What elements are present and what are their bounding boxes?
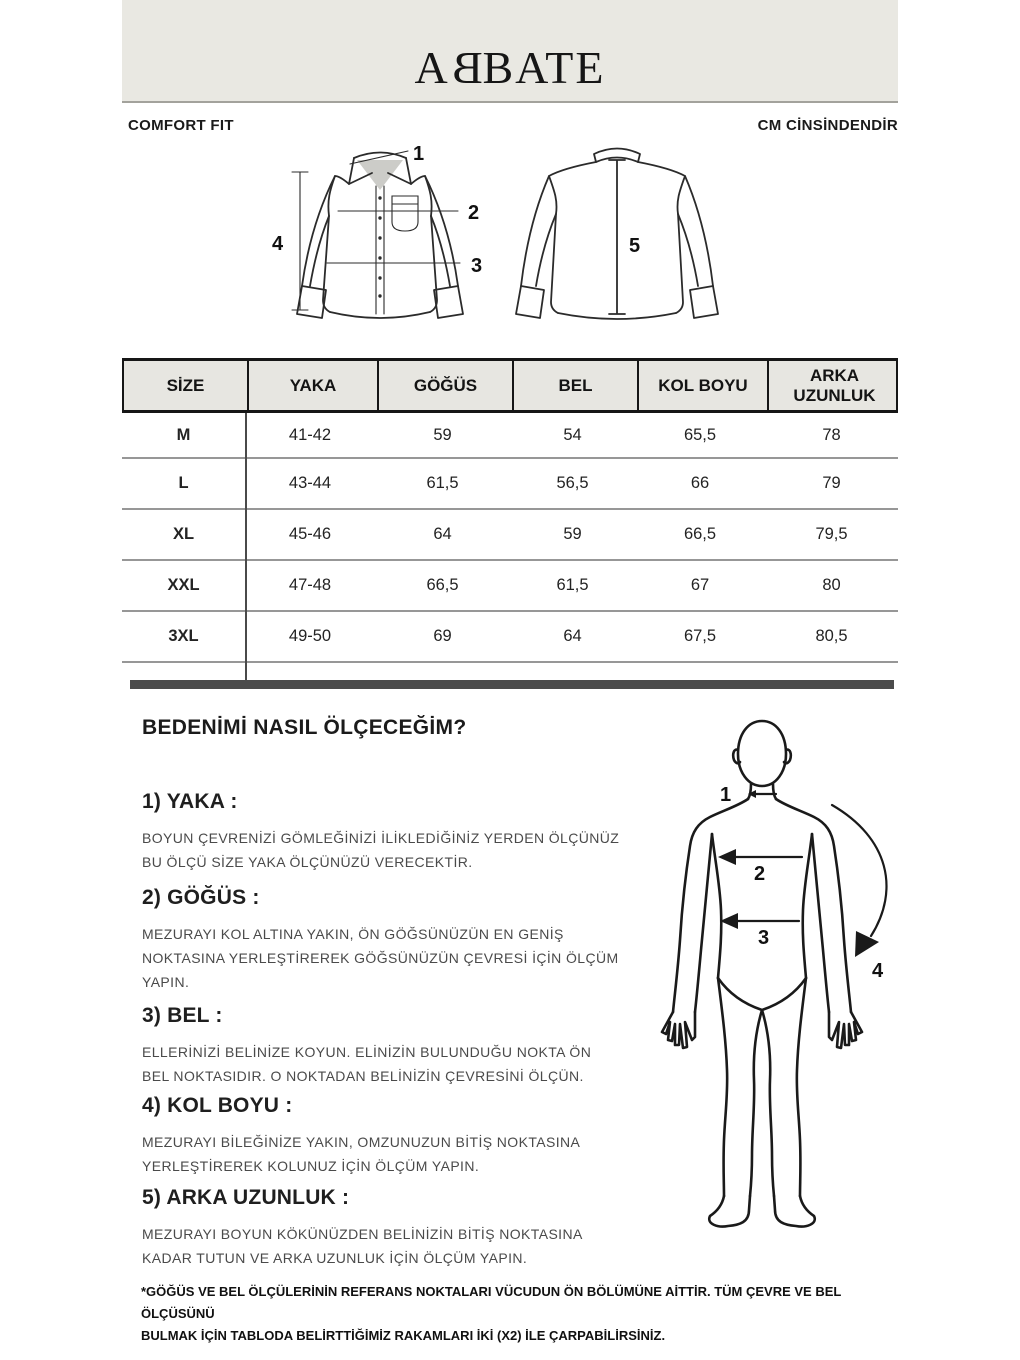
size-table: [122, 358, 898, 663]
guide-section-kol-boyu: [142, 1094, 687, 1178]
logo-mirrored-letter: B: [449, 42, 483, 93]
row-size-label: L: [178, 474, 189, 492]
section-text-line: BEL NOKTASIDIR. O NOKTADAN BELİNİZİN ÇEVRESİNİ ÖLÇÜN.: [142, 1068, 584, 1084]
size-table-header: [122, 358, 898, 413]
section-text-line: KADAR TUTUN VE ARKA UZUNLUK İÇİN ÖLÇÜM YAPIN.: [142, 1250, 528, 1266]
guide-section-bel: [142, 1004, 687, 1088]
subheader: [128, 117, 898, 134]
section-heading: 1) YAKA :: [142, 790, 238, 813]
front-marker-2: 2: [468, 202, 480, 224]
footnote-line: BULMAK İÇİN TABLODA BELİRTTİĞİMİZ RAKAMLARI İKİ (X2) İLE ÇARPABİLİRSİNİZ.: [141, 1328, 666, 1343]
figure-measurement-arrows: [718, 784, 886, 982]
cell-value: 59: [563, 525, 582, 543]
section-text-line: ELLERİNİZİ BELİNİZE KOYUN. ELİNİZİN BULUNDUĞU NOKTA ÖN: [142, 1044, 592, 1060]
guide-section-yaka: [142, 790, 687, 874]
row-size-label: 3XL: [168, 627, 199, 645]
cell-value: 45-46: [288, 525, 332, 543]
front-marker-1: 1: [413, 143, 425, 165]
cell-value: 49-50: [288, 627, 332, 645]
section-text-line: BU ÖLÇÜ SİZE YAKA ÖLÇÜNÜZÜ VERECEKTİR.: [142, 854, 473, 870]
table-row: [122, 459, 898, 510]
table-row: [122, 510, 898, 561]
cell-value: 43-44: [288, 474, 332, 492]
cell-value: 79,5: [815, 525, 848, 543]
section-heading: 4) KOL BOYU :: [142, 1094, 293, 1117]
section-text-line: MEZURAYI BİLEĞİNİZE YAKIN, OMZUNUZUN BİTİŞ NOKTASINA: [142, 1134, 581, 1150]
guide-section-arka-uzunluk: [142, 1186, 687, 1270]
cell-value: 69: [433, 627, 452, 645]
section-heading: 3) BEL :: [142, 1004, 223, 1027]
figure-marker-3: 3: [758, 927, 770, 949]
cell-value: 64: [433, 525, 452, 543]
table-column-divider: [245, 413, 247, 681]
cell-value: 80: [822, 576, 841, 594]
row-size-label: XL: [172, 525, 195, 543]
back-marker-5: 5: [629, 235, 641, 257]
footnote-line: *GÖĞÜS VE BEL ÖLÇÜLERİNİN REFERANS NOKTALARI VÜCUDUN ÖN BÖLÜMÜNE AİTTİR. TÜM ÇEVRE VE BEL ÖLÇÜSÜNÜ: [141, 1284, 842, 1321]
cell-value: 61,5: [556, 576, 589, 594]
cell-value: 80,5: [815, 627, 848, 645]
cell-value: 79: [822, 474, 841, 492]
figure-marker-4: 4: [872, 960, 884, 982]
table-row: [122, 612, 898, 663]
col-yaka: YAKA: [247, 361, 377, 410]
section-text-line: MEZURAYI KOL ALTINA YAKIN, ÖN GÖĞSÜNÜZÜN EN GENİŞ: [142, 926, 564, 942]
shirt-measurement-diagram: [250, 138, 770, 356]
brand-logo: [414, 42, 606, 101]
body-measurement-figure: [652, 710, 952, 1240]
col-bel: BEL: [512, 361, 637, 410]
footnote: [141, 1281, 916, 1347]
section-text-line: BOYUN ÇEVRENİZİ GÖMLEĞİNİZİ İLİKLEDİĞİNİZ YERDEN ÖLÇÜNÜZ: [142, 830, 620, 846]
cell-value: 66,5: [426, 576, 459, 594]
col-size: SİZE: [166, 375, 205, 395]
cell-value: 47-48: [288, 576, 332, 594]
logo-rest: BATE: [482, 42, 606, 93]
section-text-line: YERLEŞTİREREK KOLUNUZ İÇİN ÖLÇÜM YAPIN.: [142, 1158, 480, 1174]
fit-label: COMFORT FIT: [128, 117, 234, 134]
cell-value: 54: [563, 425, 582, 444]
section-heading: 2) GÖĞÜS :: [142, 886, 260, 909]
cell-value: 65,5: [683, 425, 717, 444]
cell-value: 67,5: [683, 627, 717, 645]
cell-value: 66: [690, 474, 710, 492]
row-size-label: M: [176, 425, 191, 444]
row-size-label: XXL: [167, 576, 200, 594]
front-marker-4: 4: [272, 233, 284, 255]
cell-value: 67: [690, 576, 710, 594]
col-kol-boyu: KOL BOYU: [637, 361, 767, 410]
section-heading: 5) ARKA UZUNLUK :: [142, 1186, 350, 1209]
cell-value: 61,5: [426, 474, 459, 492]
cell-value: 64: [563, 627, 582, 645]
cell-value: 59: [433, 425, 452, 444]
section-text-line: MEZURAYI BOYUN KÖKÜNÜZDEN BELİNİZİN BİTİŞ NOKTASINA: [142, 1226, 583, 1242]
figure-marker-2: 2: [754, 863, 766, 885]
table-row: [122, 413, 898, 459]
cell-value: 78: [822, 425, 841, 444]
table-row: [122, 561, 898, 612]
front-marker-3: 3: [471, 255, 483, 277]
unit-label: CM CİNSİNDENDİR: [757, 117, 898, 134]
col-gogus: GÖĞÜS: [377, 361, 512, 410]
cell-value: 56,5: [556, 474, 589, 492]
shirt-front-sketch: [272, 143, 482, 318]
section-divider-bar: [130, 680, 894, 689]
shirt-back-sketch: [516, 149, 718, 320]
body-outline: [662, 721, 862, 1227]
logo-letter: A: [414, 42, 450, 93]
cell-value: 66,5: [683, 525, 717, 543]
figure-marker-1: 1: [720, 784, 732, 806]
section-text-line: NOKTASINA YERLEŞTİREREK GÖĞSÜNÜZÜN ÇEVRESİ İÇİN ÖLÇÜM: [142, 950, 619, 966]
guide-section-gogus: [142, 886, 687, 994]
section-text-line: YAPIN.: [142, 974, 190, 990]
guide-title: BEDENİMİ NASIL ÖLÇECEĞİM?: [142, 716, 467, 739]
brand-header: [122, 0, 898, 103]
col-arka-uzunluk: ARKA UZUNLUK: [767, 361, 900, 410]
cell-value: 41-42: [288, 425, 332, 444]
